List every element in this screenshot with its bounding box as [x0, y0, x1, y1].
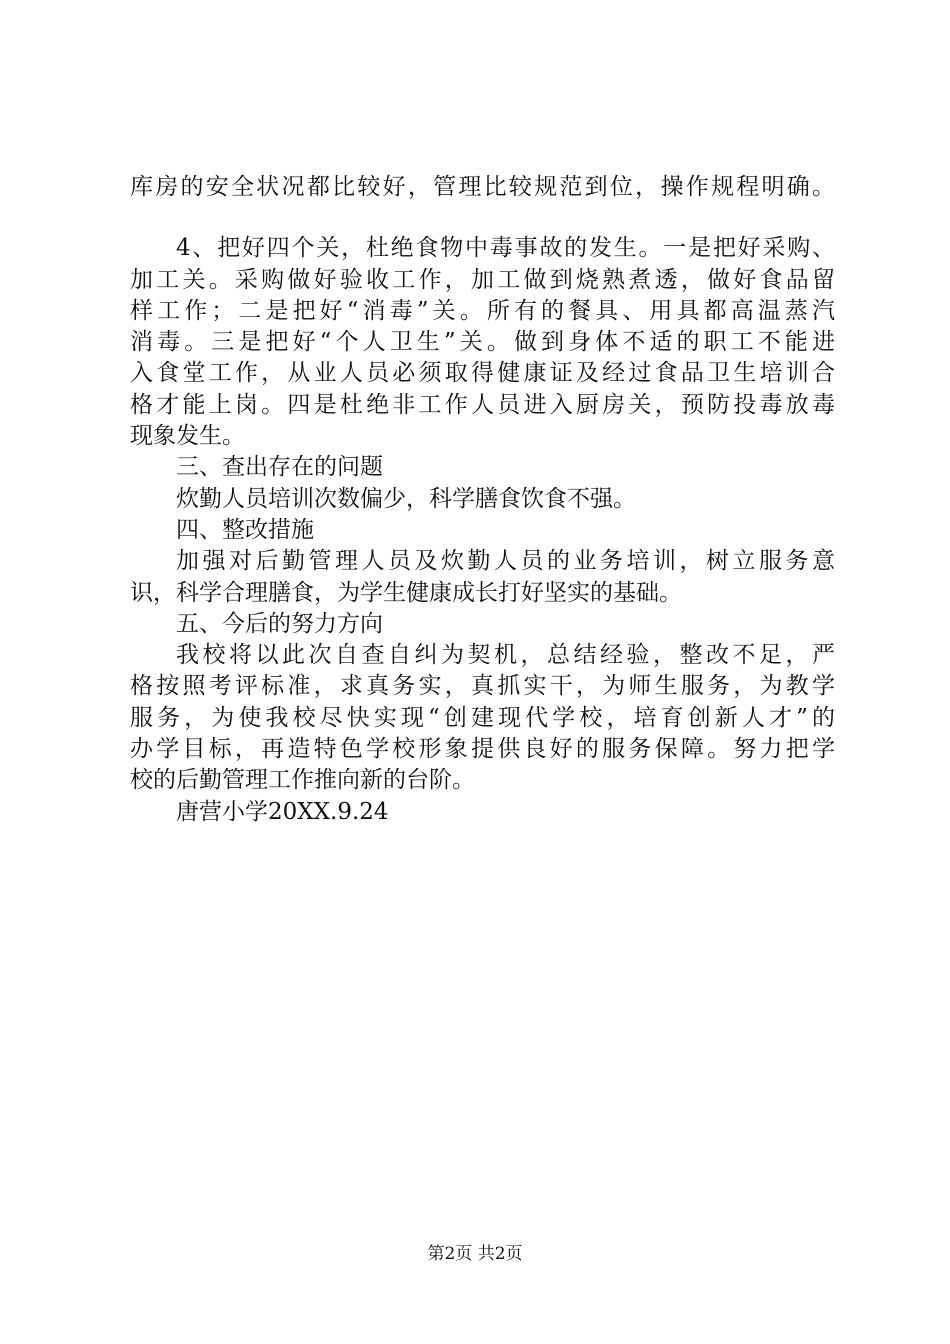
paragraph-line: 加工关。采购做好验收工作，加工做到烧熟煮透，做好食品留 [130, 266, 835, 293]
paragraph-gap [130, 203, 835, 233]
paragraph-line: 我校将以此次自查自纠为契机，总结经验，整改不足，严 [176, 642, 835, 669]
paragraph-line: 消毒。三是把好“个人卫生”关。做到身体不适的职工不能进 [130, 329, 835, 356]
page-number-label: 第2页 共2页 [427, 1244, 523, 1264]
paragraph-line: 加强对后勤管理人员及炊勤人员的业务培训，树立服务意 [176, 548, 835, 575]
paragraph-line: 识，科学合理膳食，为学生健康成长打好坚实的基础。 [130, 579, 682, 606]
paragraph-line: 格才能上岗。四是杜绝非工作人员进入厨房关，预防投毒放毒 [130, 391, 835, 418]
paragraph-line: 办学目标，再造特色学校形象提供良好的服务保障。努力把学 [130, 736, 835, 763]
section-heading: 三、查出存在的问题 [176, 454, 383, 481]
signature-date-line: 唐营小学20XX.9.24 [176, 798, 389, 825]
paragraph-line: 现象发生。 [130, 423, 245, 450]
paragraph-line: 库房的安全状况都比较好，管理比较规范到位，操作规程明确。 [130, 174, 835, 200]
paragraph-line: 格按照考评标准，求真务实，真抓实干，为师生服务，为教学 [130, 673, 835, 700]
section-heading: 五、今后的努力方向 [176, 610, 383, 637]
document-body [130, 172, 835, 828]
paragraph-line: 入食堂工作，从业人员必须取得健康证及经过食品卫生培训合 [130, 360, 835, 387]
paragraph-line: 炊勤人员培训次数偏少，科学膳食饮食不强。 [176, 485, 636, 512]
paragraph-line: 4、把好四个关，杜绝食物中毒事故的发生。一是把好采购、 [176, 235, 835, 262]
paragraph-line: 校的后勤管理工作推向新的台阶。 [130, 767, 475, 794]
page-footer [0, 1243, 950, 1265]
paragraph-line: 样工作；二是把好“消毒”关。所有的餐具、用具都高温蒸汽 [130, 297, 835, 324]
section-heading: 四、整改措施 [176, 516, 314, 543]
paragraph-line: 服务，为使我校尽快实现“创建现代学校，培育创新人才”的 [130, 704, 835, 731]
